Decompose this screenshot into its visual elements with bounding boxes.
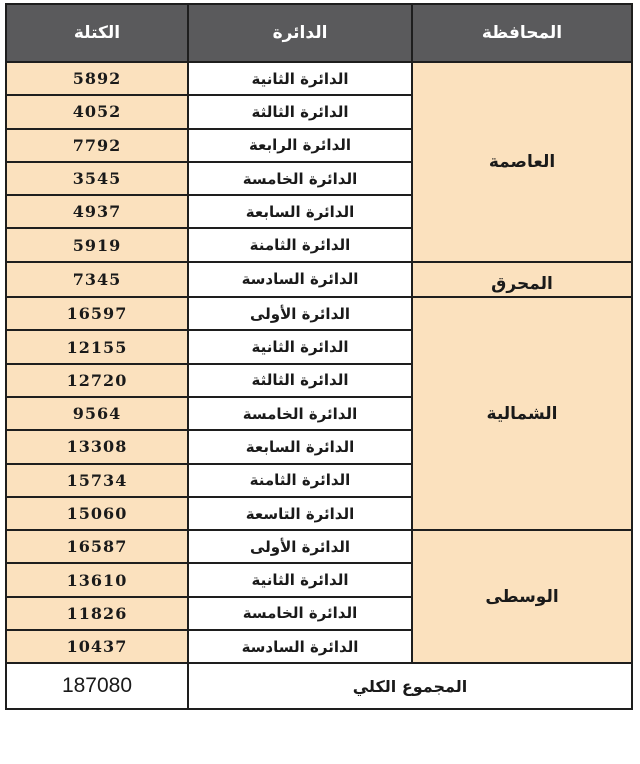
total-label: المجموع الكلي xyxy=(188,663,632,709)
kutla-cell: 12155 xyxy=(6,330,188,363)
header-row xyxy=(6,4,632,62)
kutla-cell: 15060 xyxy=(6,497,188,530)
table-row xyxy=(6,62,632,95)
kutla-cell: 16587 xyxy=(6,530,188,563)
daira-cell: الدائرة الخامسة xyxy=(188,597,412,630)
table-row xyxy=(6,297,632,330)
kutla-cell: 13308 xyxy=(6,430,188,463)
daira-cell: الدائرة الثالثة xyxy=(188,364,412,397)
governorate-cell-capital: العاصمة xyxy=(412,62,632,262)
kutla-cell: 3545 xyxy=(6,162,188,195)
kutla-cell: 16597 xyxy=(6,297,188,330)
daira-cell: الدائرة الأولى xyxy=(188,297,412,330)
daira-cell: الدائرة الرابعة xyxy=(188,129,412,162)
daira-cell: الدائرة التاسعة xyxy=(188,497,412,530)
daira-cell: الدائرة السابعة xyxy=(188,195,412,228)
governorate-cell-central: الوسطى xyxy=(412,530,632,663)
daira-cell: الدائرة السابعة xyxy=(188,430,412,463)
daira-cell: الدائرة الثالثة xyxy=(188,95,412,128)
kutla-cell: 15734 xyxy=(6,464,188,497)
daira-cell: الدائرة الخامسة xyxy=(188,162,412,195)
results-table xyxy=(5,3,633,710)
kutla-cell: 9564 xyxy=(6,397,188,430)
kutla-cell: 7792 xyxy=(6,129,188,162)
daira-cell: الدائرة الثانية xyxy=(188,563,412,596)
daira-cell: الدائرة الثامنة xyxy=(188,228,412,261)
daira-cell: الدائرة الثامنة xyxy=(188,464,412,497)
header-muhafaza: المحافظة xyxy=(412,4,632,62)
total-value: 187080 xyxy=(6,663,188,709)
kutla-cell: 12720 xyxy=(6,364,188,397)
daira-cell: الدائرة السادسة xyxy=(188,262,412,297)
kutla-cell: 7345 xyxy=(6,262,188,297)
kutla-cell: 4052 xyxy=(6,95,188,128)
daira-cell: الدائرة السادسة xyxy=(188,630,412,663)
kutla-cell: 4937 xyxy=(6,195,188,228)
header-kutla: الكتلة xyxy=(6,4,188,62)
kutla-cell: 11826 xyxy=(6,597,188,630)
table-row xyxy=(6,530,632,563)
governorate-cell-muharraq: المحرق xyxy=(412,262,632,297)
kutla-cell: 13610 xyxy=(6,563,188,596)
daira-cell: الدائرة الثانية xyxy=(188,62,412,95)
kutla-cell: 10437 xyxy=(6,630,188,663)
daira-cell: الدائرة الخامسة xyxy=(188,397,412,430)
daira-cell: الدائرة الثانية xyxy=(188,330,412,363)
header-daira: الدائرة xyxy=(188,4,412,62)
kutla-cell: 5919 xyxy=(6,228,188,261)
daira-cell: الدائرة الأولى xyxy=(188,530,412,563)
governorate-cell-northern: الشمالية xyxy=(412,297,632,530)
total-row xyxy=(6,663,632,709)
kutla-cell: 5892 xyxy=(6,62,188,95)
table-row xyxy=(6,262,632,297)
